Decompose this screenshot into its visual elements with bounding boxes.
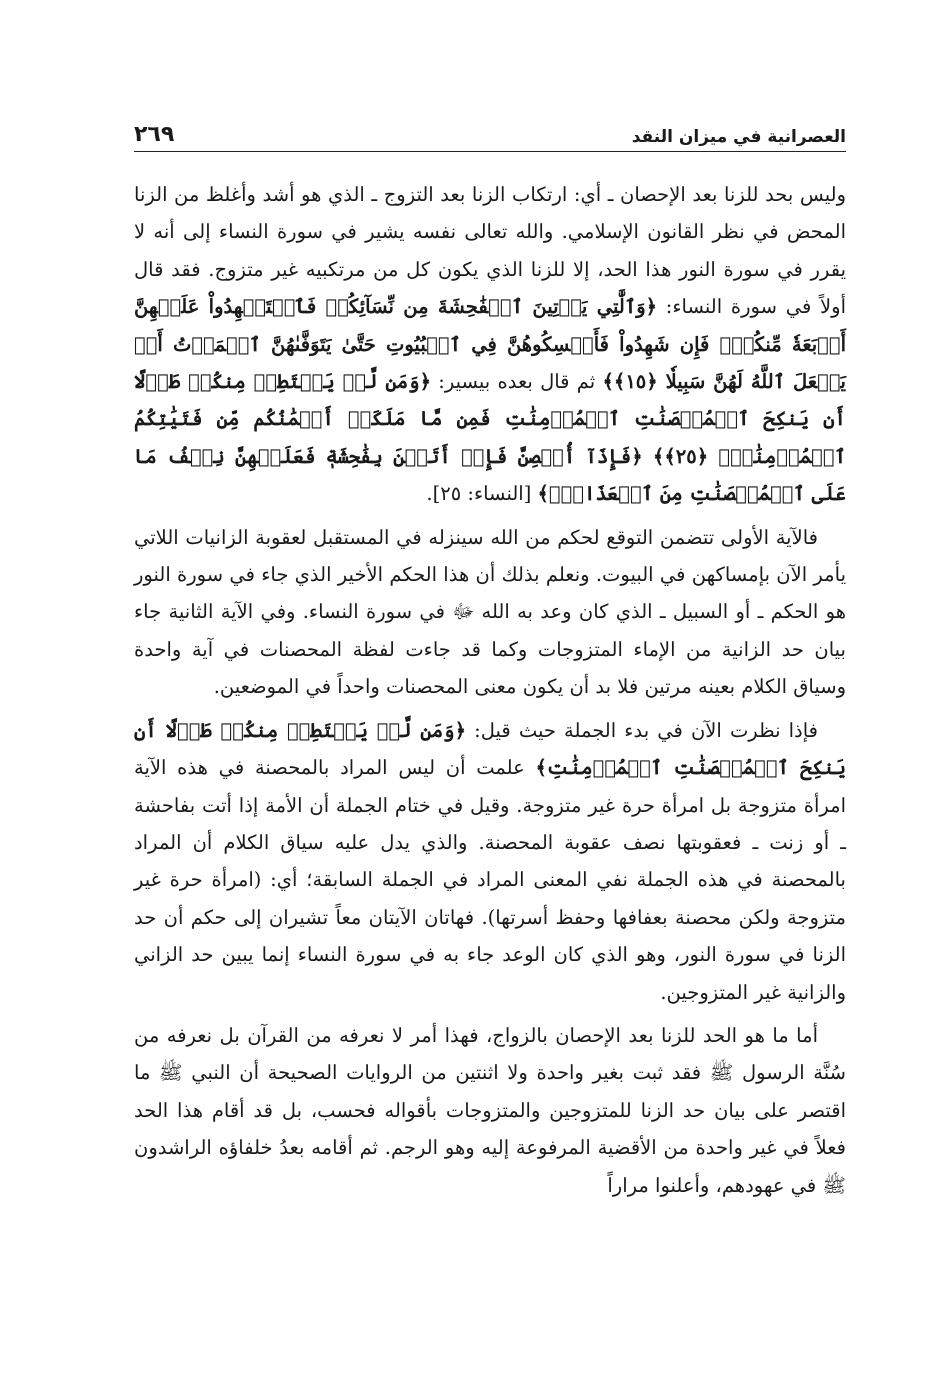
body-text <box>134 176 846 1204</box>
paragraph-2: فالآية الأولى تتضمن التوقع لحكم من الله سينزله في المستقبل لعقوبة الزانيات اللاتي يأمر الآن بإمساكهن في البيوت. ونعلم بذلك أن هذا الحكم الأخير الذي جاء في سورة النور هو الحكم ـ أو السبيل ـ الذي كان وعد به الله ﷻ في سورة النساء. وفي الآية الثانية جاء بيان حد الزانية من الإماء المتزوجات وكما قد جاءت لفظة المحصنات في آية واحدة وسياق الكلام بعينه مرتين فلا بد أن يكون معنى المحصنات واحداً في الموضعين. <box>134 525 846 699</box>
verse-reference: [النساء: ٢٥]. <box>426 482 538 506</box>
paragraph-1-mid: ثم قال بعده بيسير: <box>431 370 603 394</box>
quran-verse-quote: ﴿وَمَن لَّمۡ يَسۡتَطِعۡ مِنكُمۡ طَوۡلًا أَن يَنكِحَ ٱلۡمُحۡصَنَٰتِ ٱلۡمُؤۡمِنَٰتِ﴾ <box>134 718 846 780</box>
paragraph-3-rest: علمت أن ليس المراد بالمحصنة في هذه الآية امرأة متزوجة بل امرأة حرة غير متزوجة. وقيل في ختام الجملة أن الأمة إذا أتت بفاحشة ـ أو زنت ـ فعقوبتها نصف عقوبة المحصنة. والذي يدل عليه سياق الكلام أن المراد بالمحصنة في هذه الجملة نفي المعنى المراد في الجملة السابقة؛ أي: (امرأة حرة غير متزوجة ولكن محصنة بعفافها وحفظ أسرتها). فهاتان الآيتان معاً تشيران إلى حكم أن حد الزنا في سورة النور، وهو الذي كان الوعد جاء به في سورة النساء إنما يبين حد الزاني والزانية غير المتزوجين. <box>134 756 846 1004</box>
paragraph-1 <box>134 176 846 513</box>
quran-verse-nisa-15: ﴿وَٱلَّٰتِي يَأۡتِينَ ٱلۡفَٰحِشَةَ مِن نِّسَآئِكُمۡ فَٱسۡتَشۡهِدُواْ عَلَيۡهِنَّ أَرۡبَعَةٗ مِّنكُمۡۖ فَإِن شَهِدُواْ فَأَمۡسِكُوهُنَّ فِي ٱلۡبُيُوتِ حَتَّىٰ يَتَوَفَّىٰهُنَّ ٱلۡمَوۡتُ أَوۡ يَجۡعَلَ ٱللَّهُ لَهُنَّ سَبِيلٗا ﴿١٥﴾﴾ <box>134 295 846 394</box>
paragraph-3 <box>134 712 846 1011</box>
running-title: العصرانية في ميزان النقد <box>631 127 846 147</box>
quran-verse-nisa-25: ﴿وَمَن لَّمۡ يَسۡتَطِعۡ مِنكُمۡ طَوۡلًا أَن يَنكِحَ ٱلۡمُحۡصَنَٰتِ ٱلۡمُؤۡمِنَٰتِ فَمِن مَّا مَلَكَتۡ أَيۡمَٰنُكُم مِّن فَتَيَٰتِكُمُ ٱلۡمُؤۡمِنَٰتِۚ ﴿٢٥﴾﴾ ﴿فَإِذَآ أُحۡصِنَّ فَإِنۡ أَتَيۡنَ بِفَٰحِشَةٖ فَعَلَيۡهِنَّ نِصۡفُ مَا عَلَى ٱلۡمُحۡصَنَٰتِ مِنَ ٱلۡعَذَابِۚ﴾ <box>134 370 846 506</box>
paragraph-1-lead: وليس بحد للزنا بعد الإحصان ـ أي: ارتكاب الزنا بعد التزوج ـ الذي هو أشد وأغلظ من الزنا المحض في نظر القانون الإسلامي. والله تعالى نفسه يشير في سورة النساء إلى أنه لا يقرر في سورة النور هذا الحد، إلا للزنا الذي يكون كل من مرتكبيه غير متزوج. فقد قال أولاً في سورة النساء: <box>134 183 846 319</box>
paragraph-3-lead: فإذا نظرت الآن في بدء الجملة حيث قيل: <box>466 718 818 742</box>
page-header <box>134 112 846 152</box>
page-number: ٢٦٩ <box>134 122 175 147</box>
paragraph-4: أما ما هو الحد للزنا بعد الإحصان بالزواج، فهذا أمر لا نعرفه من القرآن بل نعرفه من سُنَّة الرسول ﷺ فقد ثبت بغير واحدة ولا اثنتين من الروايات الصحيحة أن النبي ﷺ ما اقتصر على بيان حد الزنا للمتزوجين والمتزوجات بأقواله فحسب، بل قد أقام هذا الحد فعلاً في غير واحدة من الأقضية المرفوعة إليه وهو الرجم. ثم أقامه بعدُ خلفاؤه الراشدون ﷺ في عهودهم، وأعلنوا مراراً <box>134 1023 846 1197</box>
